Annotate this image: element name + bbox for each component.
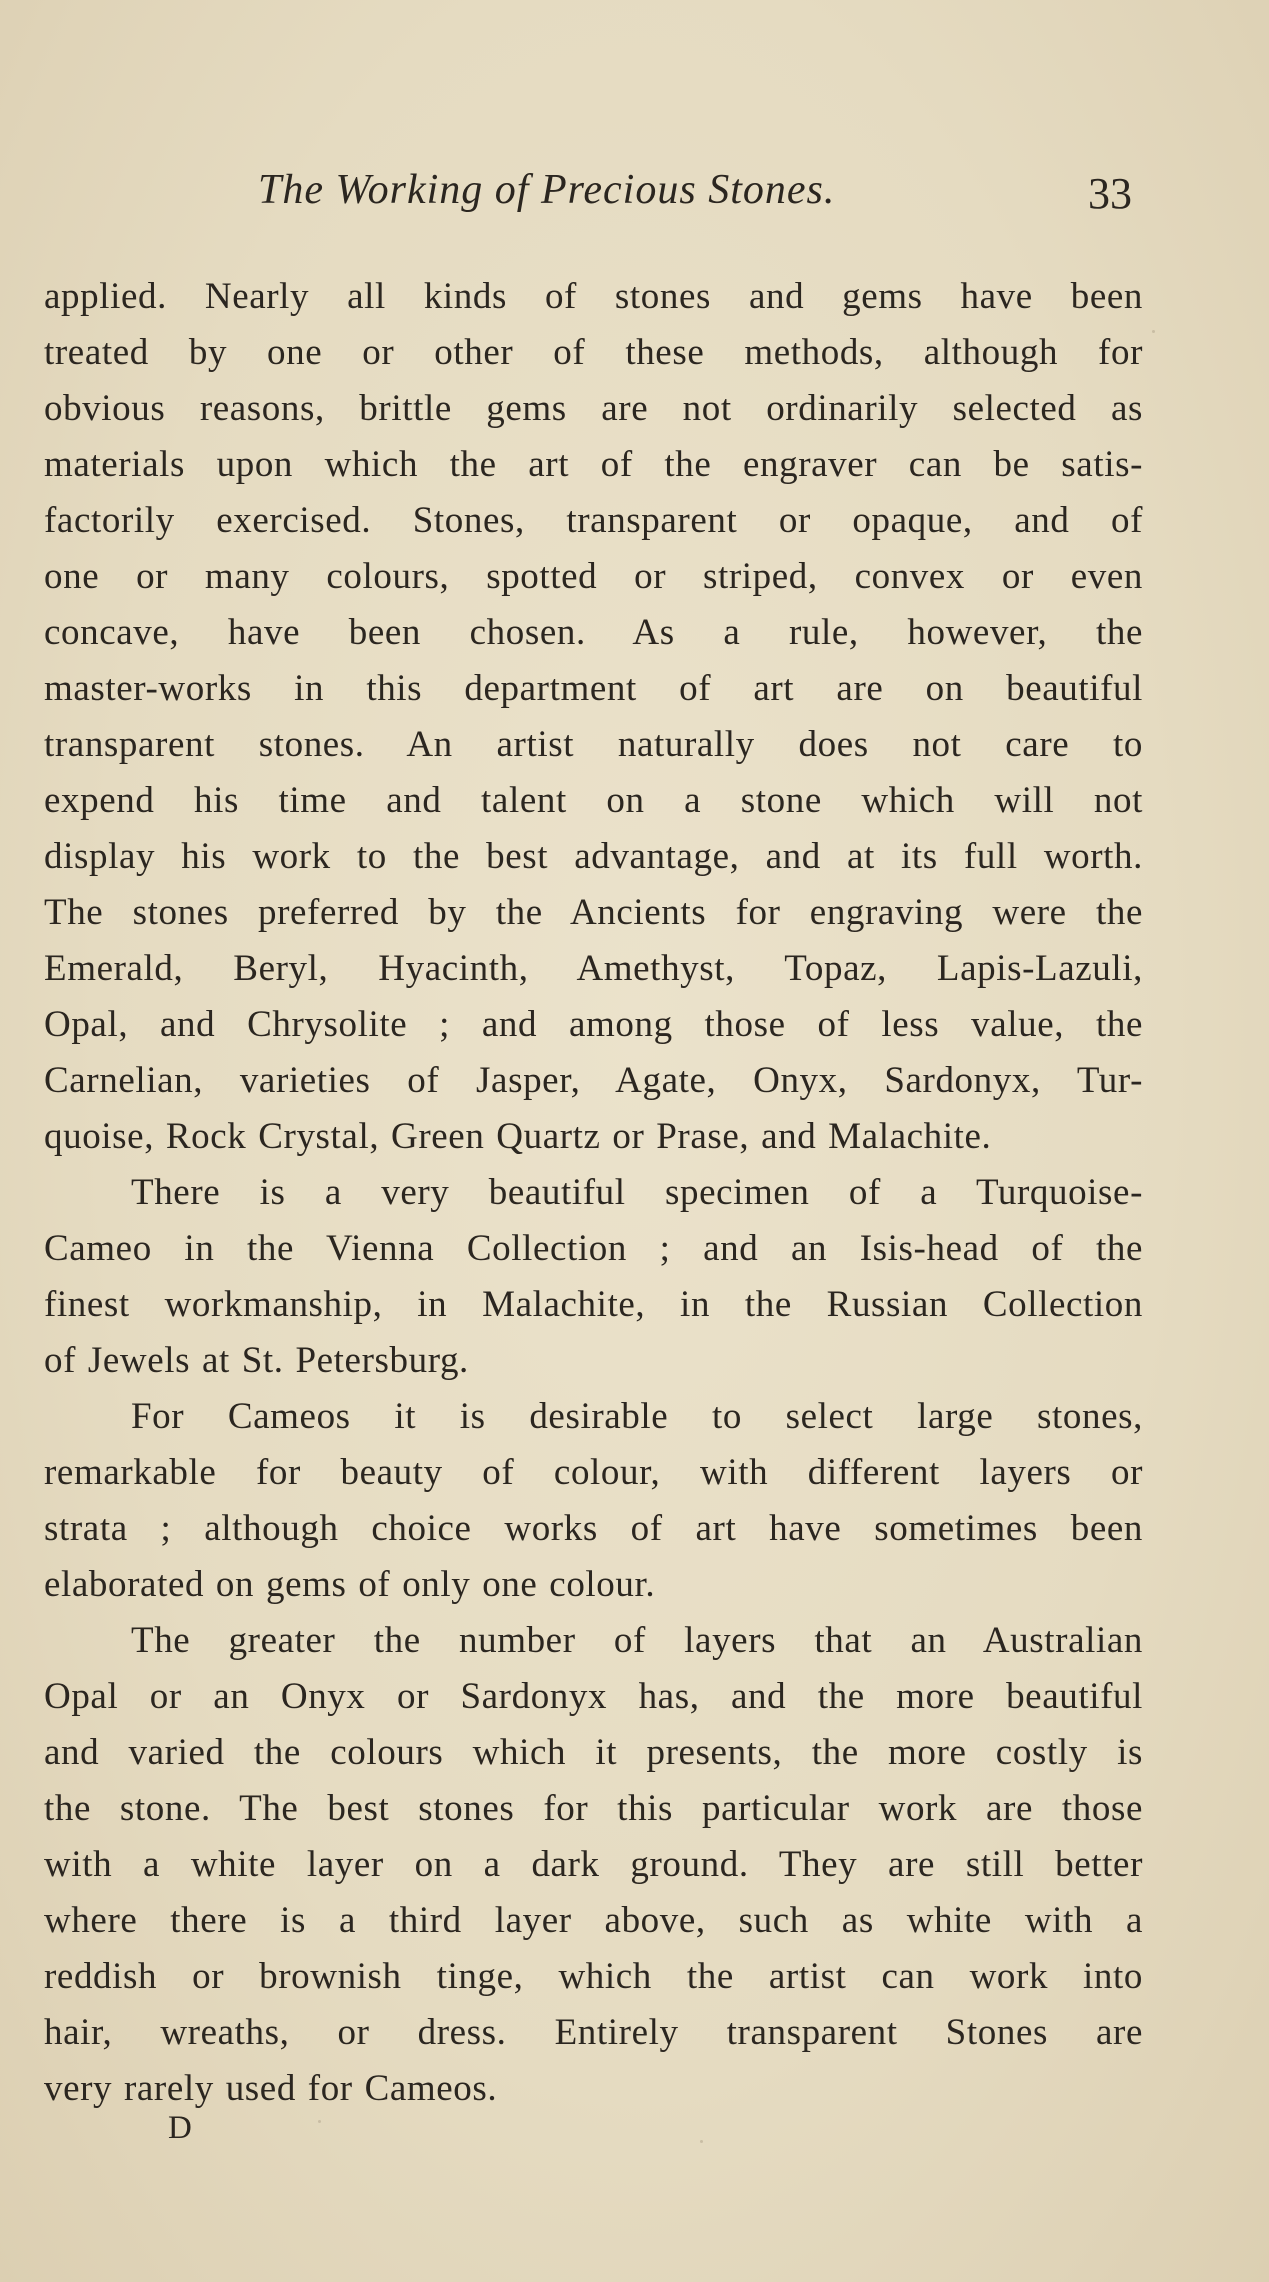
text-line: where there is a third layer above, such as white with a (44, 1900, 1143, 1941)
text-line: the stone. The best stones for this particular work are those (44, 1788, 1143, 1829)
text-line: For Cameos it is desirable to select large stones, (131, 1396, 1143, 1437)
text-line: obvious reasons, brittle gems are not ordinarily selected as (44, 388, 1143, 429)
text-line: transparent stones. An artist naturally does not care to (44, 724, 1143, 765)
text-line: Opal, and Chrysolite ; and among those of less value, the (44, 1004, 1143, 1045)
signature-mark: D (168, 2110, 193, 2146)
text-line: finest workmanship, in Malachite, in the Russian Collection (44, 1284, 1143, 1325)
text-line: of Jewels at St. Petersburg. (44, 1340, 469, 1381)
text-line: with a white layer on a dark ground. They are still better (44, 1844, 1143, 1885)
text-line: and varied the colours which it presents, the more costly is (44, 1732, 1143, 1773)
text-line: treated by one or other of these methods, although for (44, 332, 1143, 373)
text-line: The greater the number of layers that an Australian (131, 1620, 1143, 1661)
text-line: master-works in this department of art are on beautiful (44, 668, 1143, 709)
text-line: elaborated on gems of only one colour. (44, 1564, 656, 1605)
text-line: reddish or brownish tinge, which the artist can work into (44, 1956, 1143, 1997)
paper-speck (1152, 330, 1155, 333)
text-line: There is a very beautiful specimen of a Turquoise- (131, 1172, 1143, 1213)
text-line: concave, have been chosen. As a rule, however, the (44, 612, 1143, 653)
text-line: applied. Nearly all kinds of stones and gems have been (44, 276, 1143, 317)
text-line: expend his time and talent on a stone which will not (44, 780, 1143, 821)
text-line: materials upon which the art of the engraver can be satis- (44, 444, 1143, 485)
text-line: factorily exercised. Stones, transparent or opaque, and of (44, 500, 1143, 541)
text-line: display his work to the best advantage, and at its full worth. (44, 836, 1143, 877)
text-line: Carnelian, varieties of Jasper, Agate, Onyx, Sardonyx, Tur- (44, 1060, 1143, 1101)
paper-speck (700, 2140, 703, 2143)
text-line: quoise, Rock Crystal, Green Quartz or Prase, and Malachite. (44, 1116, 992, 1157)
text-line: strata ; although choice works of art have sometimes been (44, 1508, 1143, 1549)
text-line: remarkable for beauty of colour, with different layers or (44, 1452, 1143, 1493)
text-line: Cameo in the Vienna Collection ; and an Isis-head of the (44, 1228, 1143, 1269)
paper-speck (318, 2120, 321, 2123)
text-line: Opal or an Onyx or Sardonyx has, and the more beautiful (44, 1676, 1143, 1717)
page-number: 33 (1088, 169, 1132, 218)
running-title: The Working of Precious Stones. (258, 167, 836, 213)
text-line: The stones preferred by the Ancients for engraving were the (44, 892, 1143, 933)
text-line: hair, wreaths, or dress. Entirely transparent Stones are (44, 2012, 1143, 2053)
body-text (44, 269, 1143, 2117)
running-head (258, 160, 1132, 220)
text-line: one or many colours, spotted or striped, convex or even (44, 556, 1143, 597)
text-line: Emerald, Beryl, Hyacinth, Amethyst, Topaz, Lapis-Lazuli, (44, 948, 1143, 989)
text-line: very rarely used for Cameos. (44, 2068, 498, 2109)
